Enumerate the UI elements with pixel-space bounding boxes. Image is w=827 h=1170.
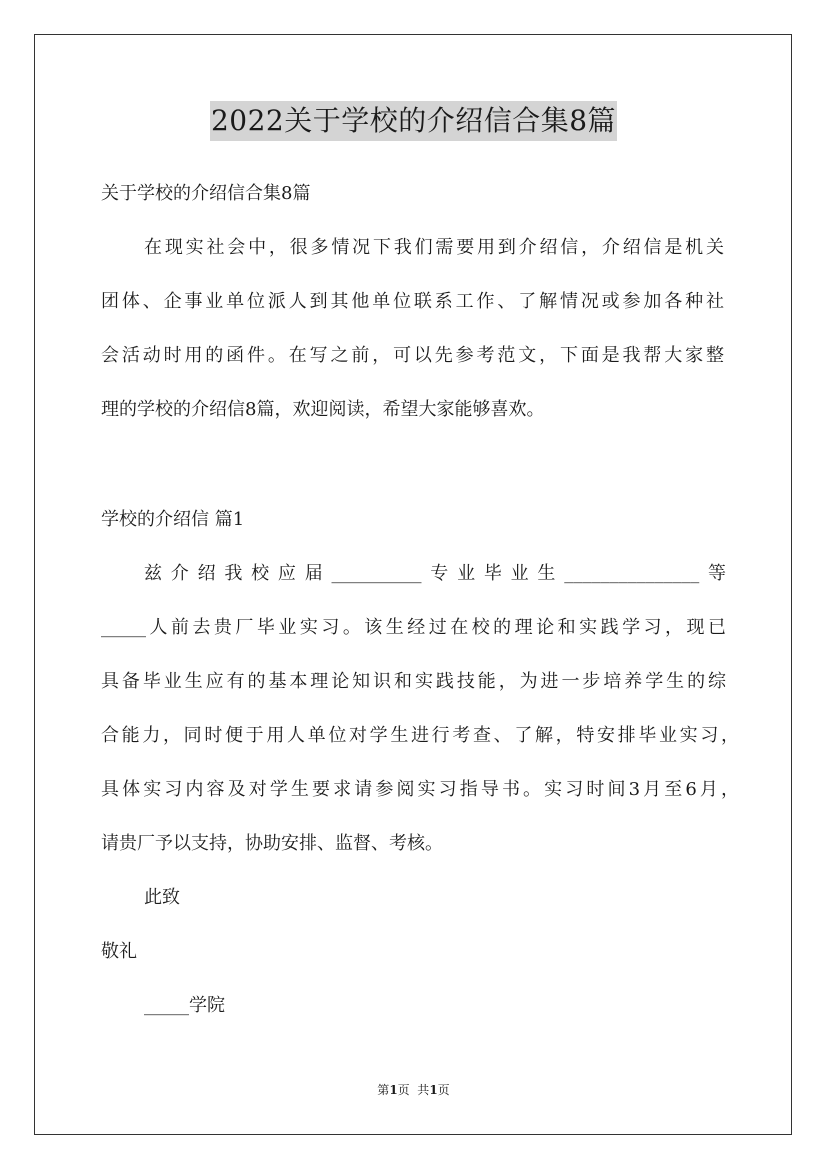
intro-line: 团体、企事业单位派人到其他单位联系工作、了解情况或参加各种社 bbox=[101, 291, 724, 312]
page-number: 1 bbox=[389, 1083, 398, 1097]
letter-line: 合能力，同时便于用人单位对学生进行考查、了解，特安排毕业实习， bbox=[101, 725, 739, 746]
document-subtitle: 关于学校的介绍信合集8篇 bbox=[101, 183, 311, 204]
intro-line: 会活动时用的函件。在写之前，可以先参考范文，下面是我帮大家整 bbox=[101, 345, 724, 366]
letter-line: 具体实习内容及对学生要求请参阅实习指导书。实习时间3月至6月， bbox=[101, 779, 739, 800]
section-heading: 学校的介绍信 篇1 bbox=[101, 509, 245, 530]
document-title: 2022关于学校的介绍信合集8篇 bbox=[210, 101, 617, 141]
intro-line: 理的学校的介绍信8篇，欢迎阅读，希望大家能够喜欢。 bbox=[101, 399, 545, 420]
letter-line: 请贵厂予以支持，协助安排、监督、考核。 bbox=[101, 833, 443, 854]
title-container bbox=[0, 101, 827, 141]
intro-line: 在现实社会中，很多情况下我们需要用到介绍信，介绍信是机关 bbox=[144, 237, 724, 258]
letter-line: 具备毕业生应有的基本理论知识和实践技能，为进一步培养学生的综 bbox=[101, 671, 726, 692]
salutation-text: 敬礼 bbox=[101, 941, 137, 962]
total-pages: 1 bbox=[429, 1083, 438, 1097]
footer-mid: 页 共 bbox=[397, 1083, 430, 1097]
letter-line: _____人前去贵厂毕业实习。该生经过在校的理论和实践学习，现已 bbox=[101, 617, 726, 638]
page-footer bbox=[0, 1082, 827, 1098]
footer-suffix: 页 bbox=[437, 1083, 450, 1097]
signature-line: _____学院 bbox=[144, 995, 225, 1016]
letter-line: 兹介绍我校应届__________专业毕业生_______________等 bbox=[144, 563, 726, 584]
closing-text: 此致 bbox=[144, 887, 180, 908]
footer-prefix: 第 bbox=[377, 1083, 390, 1097]
